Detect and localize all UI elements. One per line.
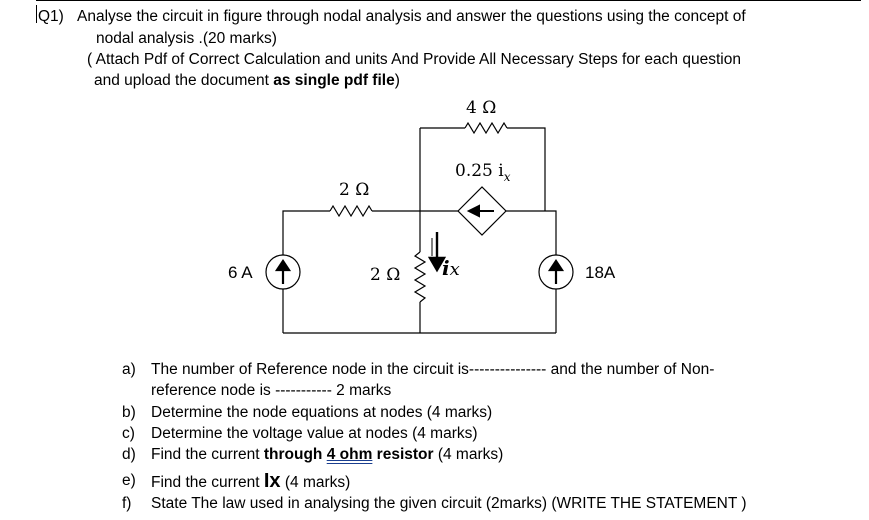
part-d-bold-1: through: [263, 446, 327, 463]
part-a-line-2: reference node is ----------- 2 marks: [151, 382, 392, 399]
part-d-bold-3: resistor: [372, 446, 434, 463]
line4-post: ): [394, 72, 400, 89]
label-dep-source: [455, 161, 511, 184]
line4-bold: as single pdf file: [273, 72, 395, 89]
dep-source-sub: x: [503, 170, 511, 184]
part-a-label: a): [122, 361, 136, 378]
label-4ohm: 4 Ω: [466, 98, 497, 118]
dep-source-text: 0.25 i: [455, 161, 504, 181]
part-a-line-1: The number of Reference node in the circuit is--------------- and the number of Non-: [151, 361, 715, 378]
resistor-2ohm-top: [330, 206, 372, 216]
wire-dep-right: [506, 211, 556, 255]
part-e-label: e): [122, 472, 136, 489]
part-d-post: (4 marks): [433, 446, 504, 463]
part-b-text: Determine the node equations at nodes (4 marks): [151, 404, 493, 421]
part-d-pre: Find the current: [151, 446, 264, 463]
part-f-text: State The law used in analysing the given circuit (2marks) (WRITE THE STATEMENT ): [151, 495, 747, 512]
part-e-text: [151, 471, 350, 493]
question-number: Q1): [38, 8, 64, 25]
part-d-label: d): [122, 446, 136, 463]
line4-pre: and upload the document: [94, 72, 274, 89]
resistor-4ohm: [465, 123, 507, 133]
label-2ohm-top: 2 Ω: [339, 180, 370, 200]
part-d-text: [151, 445, 503, 465]
label-2ohm-middle: 2 Ω: [370, 265, 401, 285]
part-e-ix: Ix: [263, 470, 281, 492]
resistor-2ohm-middle: [415, 252, 425, 302]
part-b-label: b): [122, 404, 136, 421]
question-line-1: Analyse the circuit in figure through nodal analysis and answer the questions using the concept of: [77, 8, 746, 25]
part-e-post: (4 marks): [280, 474, 351, 491]
label-18a: 18A: [585, 263, 616, 282]
part-c-label: c): [122, 425, 135, 442]
question-line-3: ( Attach Pdf of Correct Calculation and units And Provide All Necessary Steps for each question: [87, 51, 741, 68]
question-line-2: nodal analysis .(20 marks): [96, 30, 277, 47]
part-d-bold-2: 4 ohm: [326, 446, 373, 463]
part-c-text: Determine the voltage value at nodes (4 marks): [151, 425, 478, 442]
wire-top-right: [507, 128, 545, 211]
label-ix: ix: [442, 256, 460, 280]
label-6a: 6 A: [228, 263, 253, 282]
part-e-pre: Find the current: [151, 474, 264, 491]
part-f-label: f): [122, 495, 132, 512]
